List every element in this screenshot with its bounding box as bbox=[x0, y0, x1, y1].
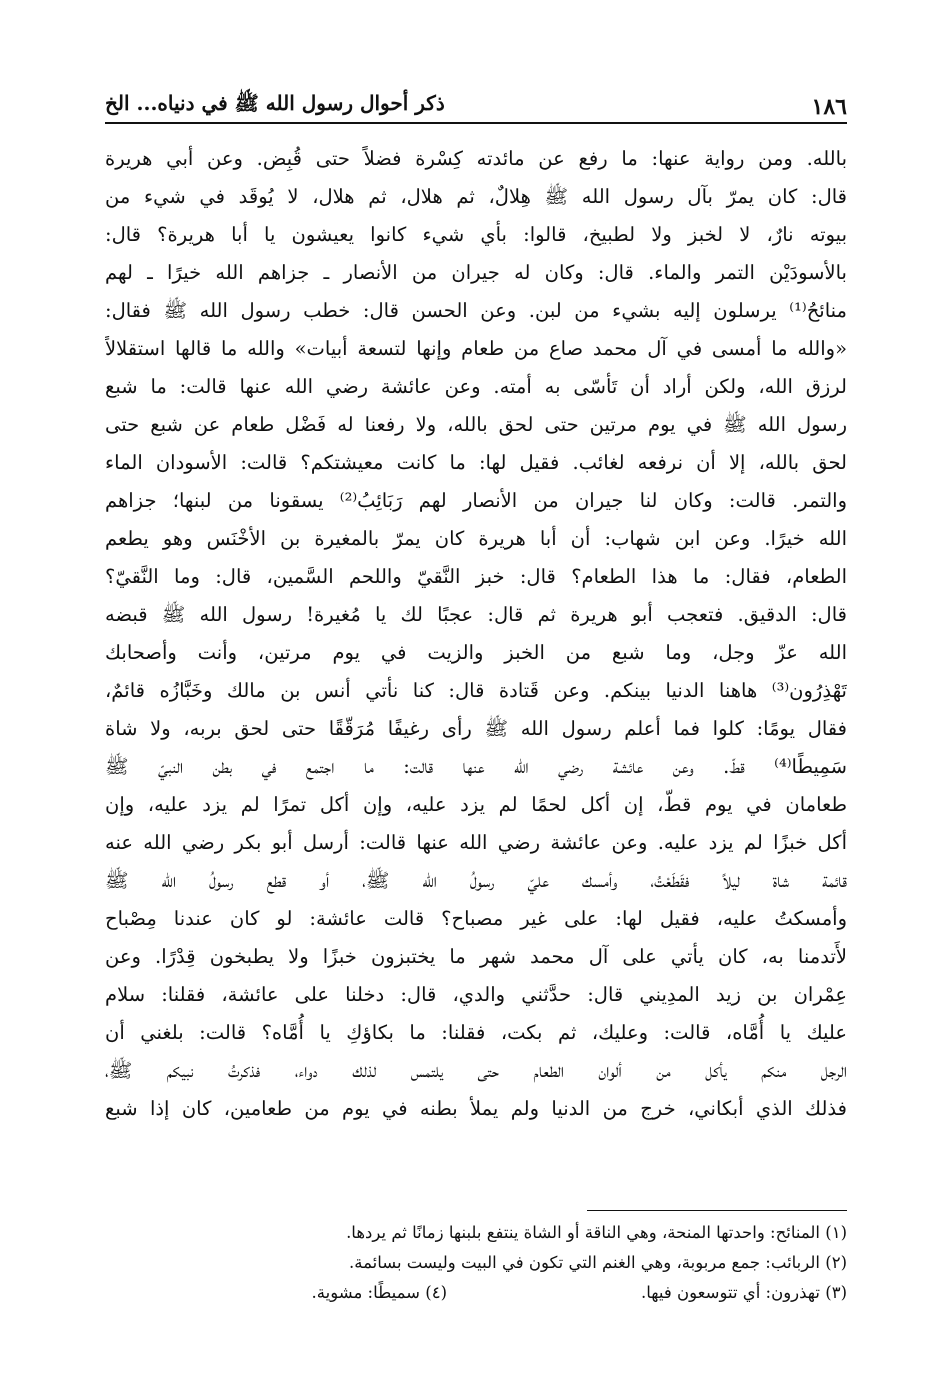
text-line: عِمْران بن زيد المدِيني قال: حدَّثني والدي، قال: دخلنا على عائشة، فقلنا: سلام bbox=[105, 983, 847, 1006]
page-number: ١٨٦ bbox=[811, 94, 847, 120]
text-line: منائحُ⁽¹⁾ يرسلون إليه بشيء من لبن. وعن الحسن قال: خطب رسول الله ﷺ فقال: bbox=[105, 299, 847, 322]
text-line: وأمسكتُ عليه، فقيل لها: على غير مصباح؟ قالت عائشة: لو كان عندنا مِصْباح bbox=[105, 907, 847, 930]
text-line: الطعام، فقال: ما هذا الطعام؟ قال: خبز النَّقيّ واللحم السَّمين، قال: وما النَّقيّ؟ bbox=[105, 565, 847, 588]
footnote-3: (٣) تهذرون: أي تتوسعون فيها. bbox=[641, 1283, 847, 1302]
text-line: فقال يومًا: كلوا فما أعلم رسول الله ﷺ رأى رغيفًا مُرَقّقًا حتى لحق بربه، ولا شاة bbox=[105, 717, 847, 740]
footnote-2: (٢) الربائب: جمع مربوبة، وهي الغنم التي تكون في البيت وليست بسائمة. bbox=[349, 1253, 847, 1272]
text-line: والتمر. قالت: وكان لنا جيران من الأنصار لهم رَبَائِبُ⁽²⁾ يسقونا من لبنها؛ جزاهم bbox=[105, 489, 847, 512]
text-line: قال: الدقيق. فتعجب أبو هريرة ثم قال: عجبًا لك يا مُغيرة! رسول الله ﷺ قبضه bbox=[105, 603, 847, 626]
text-line: تَهْذِرُون⁽³⁾ هاهنا الدنيا بينكم. وعن قَتادة قال: كنا نأتي أنس بن مالك وخَبَّازُه قائمٌ، bbox=[105, 679, 847, 702]
footnote-row bbox=[105, 1278, 847, 1308]
footnotes bbox=[105, 1218, 847, 1308]
text-line: بيوته نارٌ، لا لخبز ولا لطبيخ، قالوا: بأي شيء كانوا يعيشون يا أبا هريرة؟ قال: bbox=[105, 223, 847, 246]
text-line: الله عزّ وجل، وما شبع من الخبز والزيت في يوم مرتين، وأنت وأصحابك bbox=[105, 641, 847, 664]
text-line: الرجل منكم يأكل من ألوان الطعام حتى يلتمس لذلك دواء، فذكرتُ نبيكم ﷺ، bbox=[105, 1059, 847, 1082]
text-line: لرزق الله، ولكن أراد أن تَأسّى به أمته. وعن عائشة رضي الله عنها قالت: ما شبع bbox=[105, 375, 847, 398]
footnote-rule bbox=[587, 1210, 847, 1211]
text-line: لحق بالله، إلا أن نرفعه لغائب. فقيل لها: ما كانت معيشتكم؟ قالت: الأسودان الماء bbox=[105, 451, 847, 474]
text-line: الله خيرًا. وعن ابن شهاب: أن أبا هريرة كان يمرّ بالمغيرة بن الأخْنَس وهو يطعم bbox=[105, 527, 847, 550]
footnote-1: (١) المنائح: واحدتها المنحة، وهي الناقة أو الشاة ينتفع بلبنها زمانًا ثم يردها. bbox=[346, 1223, 847, 1242]
text-line: قائمة شاة ليلاً فقَطَعْتُ، وأمسك عليّ رسولُ الله ﷺ، أو قطع رسولُ الله ﷺ bbox=[105, 869, 847, 892]
header-rule bbox=[105, 122, 847, 124]
text-line: عليك يا أُمَّاه، قالت: وعليك، ثم بكت، فقلنا: ما بكاؤكِ يا أُمَّاه؟ قالت: بلغني أن bbox=[105, 1021, 847, 1044]
main-text bbox=[105, 140, 847, 1185]
running-title: ذكر أحوال رسول الله ﷺ في دنياه... الخ bbox=[105, 91, 445, 115]
text-line: طعامان في يوم قطّ، إن أكل لحمًا لم يزد عليه، وإن أكل تمرًا لم يزد عليه، وإن bbox=[105, 793, 847, 816]
text-line: «والله ما أمسى في آل محمد صاع من طعام وإنها لتسعة أبيات» والله ما قالها استقلالاً bbox=[105, 337, 847, 360]
footnote-4: (٤) سميطًا: مشوية. bbox=[311, 1283, 447, 1302]
text-line: فذلك الذي أبكاني، خرج من الدنيا ولم يملأ بطنه في يوم من طعامين، كان إذا شبع bbox=[105, 1097, 847, 1120]
text-line: رسول الله ﷺ في يوم مرتين حتى لحق بالله، ولا رفعنا له فَضْل طعام عن شبع حتى bbox=[105, 413, 847, 436]
text-line: قال: كان يمرّ بآل رسول الله ﷺ هِلالٌ، ثم هلال، ثم هلال، لا يُوقَد في شيء من bbox=[105, 185, 847, 208]
running-header bbox=[105, 80, 847, 120]
text-line: أكل خبزًا لم يزد عليه. وعن عائشة رضي الله عنها قالت: أرسل أبو بكر رضي الله عنه bbox=[105, 831, 847, 854]
text-line: بالله. ومن رواية عنها: ما رفع عن مائدته كِسْرة فضلاً حتى قُبِض. وعن أبي هريرة bbox=[105, 147, 847, 170]
text-line: بالأسودَيْن التمر والماء. قال: وكان له جيران من الأنصار ـ جزاهم الله خيرًا ـ لهم bbox=[105, 261, 847, 284]
text-line: سَمِيطًا⁽⁴⁾ قطّ. وعن عائشة رضي الله عنها قالت: ما اجتمع في بطن النبيّ ﷺ bbox=[105, 755, 847, 778]
text-line: لأَتدمنا به، كان يأتي على آل محمد شهر ما يختبزون خبزًا ولا يطبخون قِدْرًا. وعن bbox=[105, 945, 847, 968]
